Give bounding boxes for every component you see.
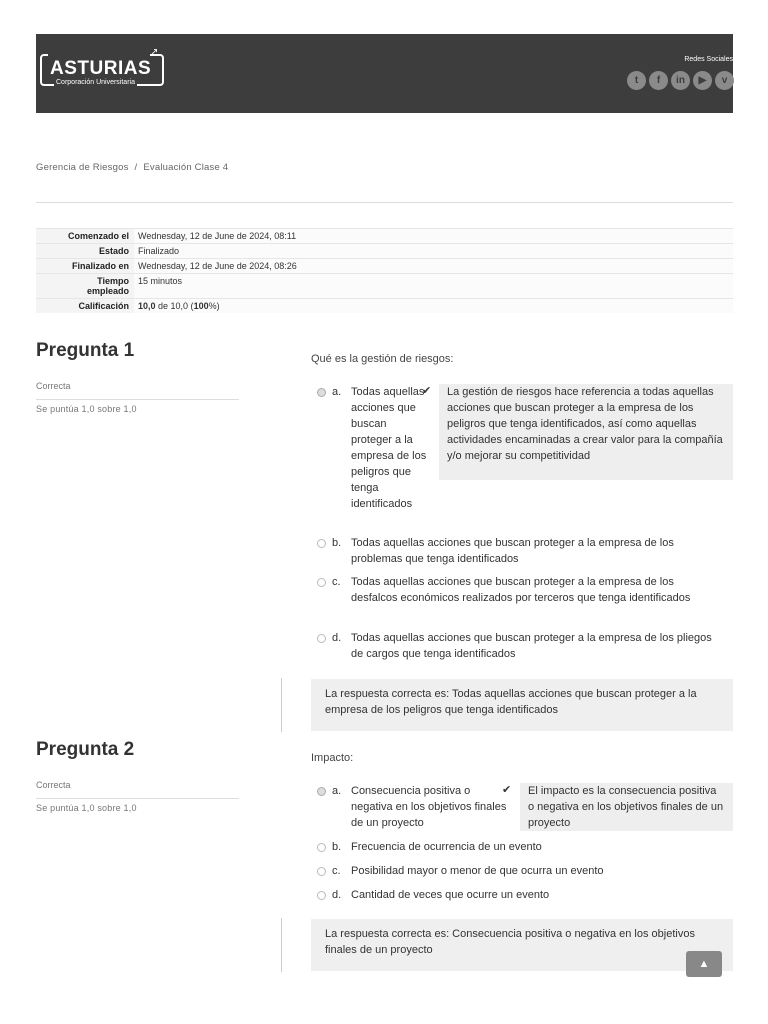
summary-label: Comenzado el (36, 229, 134, 244)
radio-button[interactable] (317, 634, 326, 643)
scroll-top-button[interactable] (686, 951, 722, 977)
question-2-answer-d[interactable]: d. Cantidad de veces que ocurre un evento (317, 887, 733, 903)
radio-button[interactable] (317, 867, 326, 876)
question-1-answer-b[interactable]: b. Todas aquellas acciones que buscan proteger a la empresa de los problemas que tenga identificados (317, 535, 733, 567)
question-2-grade: Se puntúa 1,0 sobre 1,0 (36, 803, 137, 813)
summary-value: 10,0 de 10,0 (100%) (134, 299, 733, 314)
breadcrumb (36, 162, 228, 173)
question-2-feedback: El impacto es la consecuencia positiva o negativa en los objetivos finales de un proyecto (520, 783, 733, 831)
question-1-grade: Se puntúa 1,0 sobre 1,0 (36, 404, 137, 414)
site-header (36, 34, 733, 113)
score-value: 10,0 (138, 301, 156, 311)
question-2-answer-a[interactable]: a. Consecuencia positiva o negativa en los objetivos finales de un proyecto (317, 783, 507, 831)
divider (36, 202, 733, 203)
score-percent: 100 (193, 301, 209, 311)
question-1-state: Correcta (36, 381, 71, 391)
question-1-answer-c[interactable]: c. Todas aquellas acciones que buscan proteger a la empresa de los desfalcos económicos realizados por terceros que tenga identificados (317, 574, 733, 606)
linkedin-icon[interactable]: in (671, 71, 690, 90)
social-label: Redes Sociales (684, 56, 733, 63)
summary-value: Wednesday, 12 de June de 2024, 08:26 (134, 259, 733, 274)
youtube-icon[interactable]: ▶ (693, 71, 712, 90)
question-2-title: Pregunta 2 (36, 739, 135, 760)
question-2-right-answer: La respuesta correcta es: Consecuencia positiva o negativa en los objetivos finales de un proyecto (311, 919, 733, 971)
summary-label: Estado (36, 244, 134, 259)
question-2-divider (36, 798, 239, 799)
attempt-summary-table (36, 228, 733, 313)
question-1-answer-d[interactable]: d. Todas aquellas acciones que buscan proteger a la empresa de los pliegos de cargos que tenga identificados (317, 630, 733, 662)
social-icons (627, 71, 734, 90)
radio-button[interactable] (317, 388, 326, 397)
summary-label: Calificación (36, 299, 134, 314)
summary-value: 15 minutos (134, 274, 733, 299)
question-1-text: Qué es la gestión de riesgos: (311, 353, 454, 365)
radio-button[interactable] (317, 578, 326, 587)
vertical-divider (281, 678, 282, 732)
twitter-icon[interactable]: t (627, 71, 646, 90)
question-1-divider (36, 399, 239, 400)
radio-button[interactable] (317, 843, 326, 852)
correct-check-icon: ✔ (422, 385, 432, 397)
table-row (36, 274, 733, 299)
question-1-answer-a[interactable]: a. Todas aquellas acciones que buscan proteger a la empresa de los peligros que tenga identificados (317, 384, 427, 512)
table-row (36, 229, 733, 244)
table-row (36, 299, 733, 314)
radio-button[interactable] (317, 539, 326, 548)
question-2-text: Impacto: (311, 752, 354, 764)
summary-value: Wednesday, 12 de June de 2024, 08:11 (134, 229, 733, 244)
question-1-right-answer: La respuesta correcta es: Todas aquellas acciones que buscan proteger a la empresa de los peligros que tenga identificados (311, 679, 733, 731)
table-row (36, 259, 733, 274)
summary-label: Finalizado en (36, 259, 134, 274)
logo-text: ASTURIAS (50, 58, 152, 79)
summary-value: Finalizado (134, 244, 733, 259)
breadcrumb-course-link[interactable]: Gerencia de Riesgos (36, 162, 129, 173)
logo-arrow-icon: ↗ (150, 47, 159, 58)
radio-button[interactable] (317, 787, 326, 796)
question-2-state: Correcta (36, 780, 71, 790)
vimeo-icon[interactable]: v (715, 71, 734, 90)
question-2-answer-c[interactable]: c. Posibilidad mayor o menor de que ocurra un evento (317, 863, 733, 879)
question-1-feedback: La gestión de riesgos hace referencia a todas aquellas acciones que buscan proteger a la empresa de los peligros que tenga identificados, así como aquellas actividades encaminadas a crear valor para la compañía y/o mejorar su competitividad (439, 384, 733, 480)
table-row (36, 244, 733, 259)
facebook-icon[interactable]: f (649, 71, 668, 90)
asturias-logo[interactable] (40, 47, 164, 92)
correct-check-icon: ✔ (502, 784, 512, 796)
question-1-title: Pregunta 1 (36, 340, 135, 361)
question-2-answer-b[interactable]: b. Frecuencia de ocurrencia de un evento (317, 839, 733, 855)
breadcrumb-separator: / (134, 162, 138, 173)
vertical-divider (281, 918, 282, 972)
summary-label: Tiempo empleado (36, 274, 134, 299)
radio-button[interactable] (317, 891, 326, 900)
breadcrumb-quiz-link[interactable]: Evaluación Clase 4 (143, 162, 229, 173)
chevron-up-icon: ▲ (698, 958, 710, 970)
logo-subtitle: Corporación Universitaria (56, 79, 135, 86)
